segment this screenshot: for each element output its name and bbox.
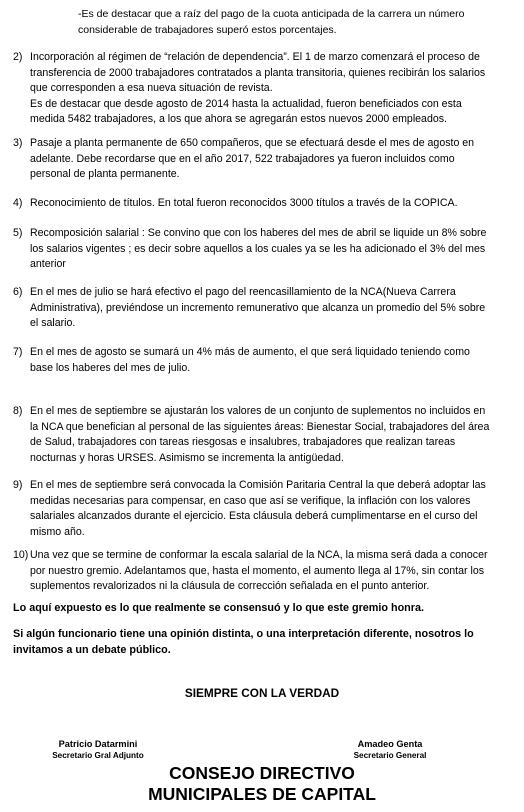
signatory-role: Secretario General <box>353 751 427 760</box>
item-number: 2) <box>13 51 23 63</box>
signatory-name: Patricio Datarmini <box>58 739 138 749</box>
item-line: suplementos revalorizados ni la cláusula de corrección señalada en el punto anterior. <box>30 580 430 592</box>
item-line: En el mes de julio se hará efectivo el pago del reencasillamiento de la NCA(Nueva Carrera <box>30 286 456 298</box>
item-line: Administrativa), previéndose un incremento remunerativo que alcanza un promedio del 5% sobre <box>30 301 486 314</box>
item-number: 6) <box>13 286 23 298</box>
item-line: transferencia de 2000 trabajadores contratados a planta transitoria, quienes recibirán los salarios <box>30 66 486 79</box>
item-number: 10) <box>13 549 29 561</box>
signature-left <box>28 738 168 761</box>
item-number: 5) <box>13 227 23 239</box>
item-number: 8) <box>13 405 23 417</box>
item-line: base los haberes del mes de julio. <box>30 361 191 374</box>
item-line: los salarios vigentes ; es decir sobre aquellos a los cuales ya se les ha adicionado el 3% del mes <box>30 242 486 255</box>
item-line: nocturnas y horas URSES. Asimismo se incrementa la antigüedad. <box>30 451 344 464</box>
signature-right <box>320 738 460 761</box>
item-number: 9) <box>13 479 23 491</box>
item-line: Recomposición salarial : Se convino que con los haberes del mes de abril se liquide un 8% sobre <box>30 227 487 239</box>
item-number: 7) <box>13 346 23 358</box>
council-line: MUNICIPALES DE CAPITAL <box>148 784 376 804</box>
item-line: que corresponden a esa nueva situación de revista. <box>30 82 273 94</box>
item-line: Reconocimiento de títulos. En total fueron reconocidos 3000 títulos a través de la COPICA. <box>30 197 458 209</box>
item-line: de Salud, trabajadores con tareas riesgosas e insalubres, trabajadores que realizan tareas <box>30 436 456 448</box>
item-line: el salario. <box>30 317 76 329</box>
motto: SIEMPRE CON LA VERDAD <box>184 686 340 700</box>
item-line: salariales alcanzados durante el ejercicio. Esta cláusula deberá cumplimentarse en el curso del <box>30 510 478 522</box>
item-line: Pasaje a planta permanente de 650 compañeros, que se efectuará desde el mes de agosto en <box>30 137 475 149</box>
item-number: 3) <box>13 137 23 149</box>
item-line: Una vez que se termine de conformar la escala salarial de la NCA, la misma será dada a conocer <box>30 549 488 561</box>
debate-invitation <box>13 626 513 658</box>
intro-line: considerable de trabajadores superó estos porcentajes. <box>78 24 337 36</box>
item-line: medida 5482 trabajadores, a los que ahora se agregarán estos nuevos 2000 empleados. <box>30 113 447 125</box>
item-line: Es de destacar que desde agosto de 2014 hasta la actualidad, fueron beneficiados con esta <box>30 97 462 110</box>
item-line: por nuestro gremio. Adelantamos que, hasta el momento, el aumento llega al 17%, sin contar los <box>30 564 485 577</box>
signatory-role: Secretario Gral Adjunto <box>52 751 144 760</box>
item-line: personal de planta permanente. <box>30 168 180 180</box>
closing-line: Si algún funcionario tiene una opinión distinta, o una interpretación diferente, nosotros lo <box>13 628 474 640</box>
signatory-name: Amadeo Genta <box>357 739 423 749</box>
council-title <box>0 763 524 805</box>
council-line: CONSEJO DIRECTIVO <box>169 763 355 783</box>
item-line: medidas necesarias para compensar, en caso que así se verifique, la inflación con los valores <box>30 494 471 507</box>
closing-line: invitamos a un debate público. <box>13 644 171 656</box>
item-line: En el mes de agosto se sumará un 4% más de aumento, el que será liquidado teniendo como <box>30 346 470 358</box>
intro-line: -Es de destacar que a raíz del pago de la cuota anticipada de la carrera un número <box>78 8 465 20</box>
item-line: En el mes de septiembre será convocada la Comisión Paritaria Central la que deberá adoptar las <box>30 479 486 491</box>
closing-statement <box>13 600 513 616</box>
item-line: Incorporación al régimen de “relación de dependencia”. El 1 de marzo comenzará el proceso de <box>30 51 480 63</box>
item-number: 4) <box>13 197 23 209</box>
item-line: mismo año. <box>30 525 85 538</box>
item-line: adelante. Debe recordarse que en el año 2017, 522 trabajadores ya fueron incluidos como <box>30 152 455 165</box>
item-line: anterior <box>30 258 66 270</box>
item-line: la NCA que benefician al personal de las siguientes áreas: Bienestar Social, trabajadores del área <box>30 420 490 433</box>
closing-line: Lo aquí expuesto es lo que realmente se consensuó y lo que este gremio honra. <box>13 602 424 614</box>
intro-paragraph <box>78 6 498 38</box>
item-line: En el mes de septiembre se ajustarán los valores de un conjunto de suplementos no incluidos en <box>30 405 486 417</box>
